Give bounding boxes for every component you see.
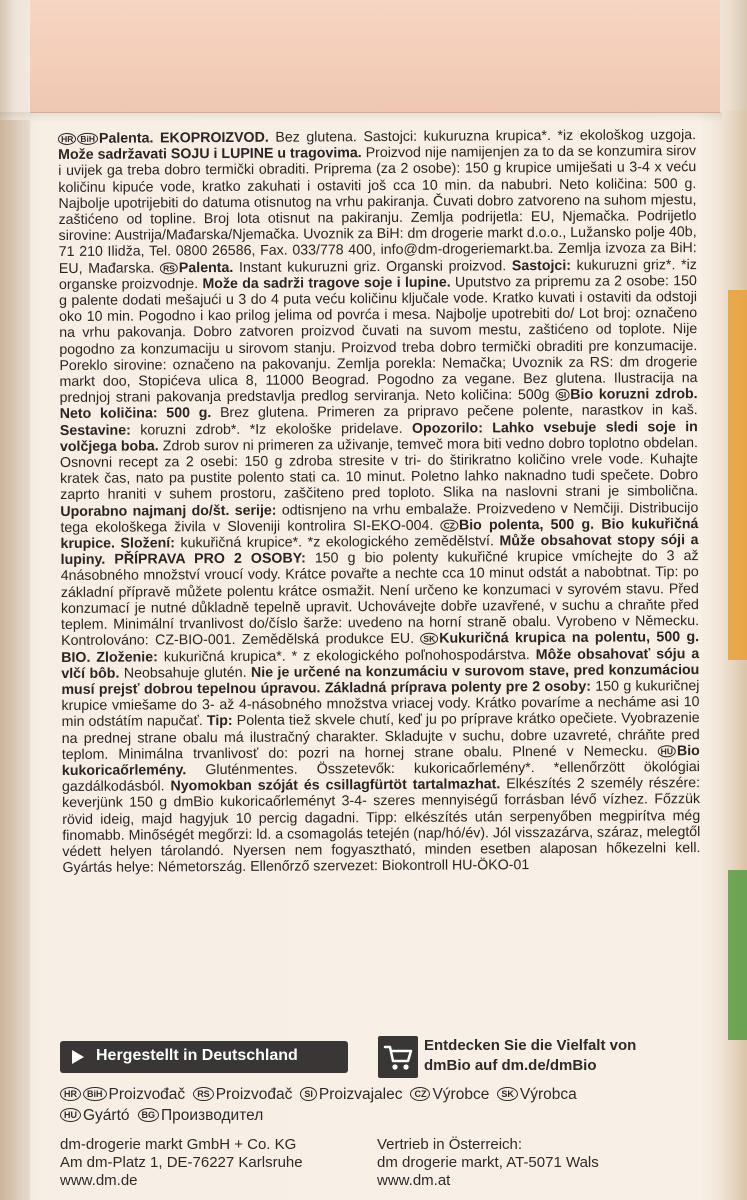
roles-row-1 (60, 1084, 680, 1105)
bold-text: Nie je určené na konzumáciu v surovom stave, pred konzumáciou musí prejsť dobrou tepelnou úpravou. Základná príprava polenty pre 2 osoby: (61, 661, 700, 698)
address-de-line-2: Am dm-Platz 1, DE-76227 Karlsruhe (60, 1154, 303, 1171)
country-code-badge: HR (58, 133, 76, 145)
address-at-line-2: dm drogerie markt, AT-5071 Wals (377, 1154, 599, 1171)
country-code-badge: HU (658, 745, 676, 757)
made-in-germany-banner (60, 1041, 348, 1073)
package-side-left (0, 120, 30, 1200)
bold-text: Palenta. EKOPROIZVOD. (98, 129, 269, 147)
body-text: 150 g kukuričnej krupice vmiešame do 3- až 4-násobného množstva vriacej vody. Krátko povaríme a necháme asi 10 min odstátím napučať. (61, 677, 700, 731)
country-code-badge: HR (60, 1087, 81, 1101)
country-code-badge: CZ (410, 1087, 430, 1101)
play-triangle-icon (72, 1050, 84, 1064)
bold-text: Bio kukoricaőrlemény. (61, 742, 700, 779)
country-code-badge: CZ (441, 519, 458, 531)
body-text: Neobsahuje glutén. (119, 664, 252, 682)
address-de-line-3: www.dm.de (60, 1172, 138, 1189)
bold-text: Palenta. (178, 259, 234, 276)
ingredients-text (58, 127, 701, 876)
roles-row-2 (60, 1105, 680, 1126)
body-text: kukuřičná krupice*. *z ekologického zemědělství. (174, 533, 500, 552)
side-green-print (728, 870, 747, 1040)
address-at-line-3: www.dm.at (377, 1172, 451, 1189)
bold-text: Može sadržavati SOJU i LUPINE u tragovima. (58, 145, 362, 164)
multilingual-paragraph (58, 127, 701, 876)
bold-text: Bio koruzni zdrob. Neto količina: 500 g. (59, 386, 698, 423)
country-code-badge: HU (60, 1108, 81, 1122)
role-label: Proizvajalec (318, 1086, 403, 1103)
bold-text: Uporabno najmanj do/št. serije: (60, 502, 277, 520)
country-code-badge: BG (138, 1108, 160, 1122)
bold-text: Sestavine: (59, 422, 131, 439)
role-label: Производител (161, 1107, 264, 1124)
address-at-line-1: Vertrieb in Österreich: (377, 1136, 523, 1153)
role-item (497, 1086, 576, 1103)
country-code-badge: RS (160, 262, 178, 274)
role-item (300, 1086, 402, 1103)
side-orange-print (728, 290, 747, 660)
role-label: Proizvođač (108, 1086, 186, 1103)
bold-text: Sastojci: (511, 257, 572, 274)
bold-text: Může obsahovat stopy sóji a lupiny. PŘÍPRAVA PRO 2 OSOBY: (60, 532, 699, 569)
body-text: koruzni zdrob*. *Iz ekološke pridelave. (130, 420, 413, 439)
bold-text: Nyomokban szóját és csillagfürtöt tartalmazhat. (170, 776, 501, 795)
address-germany (60, 1136, 360, 1190)
discover-line-2: dmBio auf dm.de/dmBio (424, 1057, 597, 1074)
role-label: Výrobce (432, 1086, 490, 1103)
bold-text: Opozorilo: Lahko vsebuje sledi soje in volčjega boba. (59, 418, 698, 455)
body-text: Brez glutena. Primeren za pripravo pečene polente, narastkov in kaš. (211, 402, 698, 422)
country-code-badge: BiH (83, 1087, 107, 1101)
body-text: Gluténmentes. Összetevők: kukoricaőrlemény*. *ellenőrzött ökológiai gazdálkodásból. (61, 759, 700, 796)
address-austria (377, 1136, 697, 1190)
bold-text: Kukuričná krupica na polentu, 500 g. BIO. Zloženie: (61, 629, 700, 666)
body-text: Bez glutena. Sastojci: kukuruzna krupica*. *iz ekološkog uzgoja. (268, 127, 697, 146)
country-code-badge: RS (193, 1087, 214, 1101)
bold-text: Bio polenta, 500 g. Bio kukuřičná krupice. Složení: (60, 515, 699, 553)
role-item (193, 1086, 292, 1103)
role-item (138, 1107, 264, 1124)
discover-line-1: Entdecken Sie die Vielfalt von (424, 1037, 637, 1054)
country-code-badge: SI (555, 389, 569, 401)
country-code-badge: SK (497, 1087, 518, 1101)
body-text: Polenta tiež skvele chutí, keď ju po príprave krátko opečiete. Vyobrazenie na prednej strane obalu má ilustračný charakter. Skladujte v suchu, dobre uzavreté, chráňte pred teplom. Minimálna trvanlivosť do: pozri na hornej strane obalu. Plnené v Nemecku. (61, 710, 700, 763)
role-item (60, 1086, 185, 1103)
manufacturer-roles (60, 1084, 680, 1126)
role-label: Proizvođač (215, 1086, 293, 1103)
role-label: Výrobca (519, 1086, 577, 1103)
country-code-badge: SK (420, 633, 438, 645)
body-text: Elkészítés 2 személy részére: keverjünk 150 g dmBio kukoricaőrleményt 3-4- szeres mennyiségű forrásban lévő vízhez. Főzzük rövid ideig, majd hagyjuk 10 percig dagadni. Tipp: elkészítés után serpenyőben megpirítva még finomabb. Minőségét megőrzi: ld. a csomagolás tetején (nap/hó/év). Jól visszazárva, száraz, melegtől védett helyen tárolandó. Nyersen nem fogyasztható, minden esetben alaposan hőkezelni kell. Gyártás helye: Németország. Ellenőrző szervezet: Biokontroll HU-ÖKO-01 (62, 775, 701, 877)
bold-text: Môže obsahovať sóju a vlčí bôb. (61, 645, 700, 682)
address-de-line-1: dm-drogerie markt GmbH + Co. KG (60, 1136, 297, 1153)
bold-text: Može da sadrži tragove soje i lupine. (202, 274, 451, 292)
package-fold-shadow (0, 112, 747, 122)
body-text: Instant kukuruzni griz. Organski proizvod. (233, 257, 512, 276)
role-label: Gyártó (83, 1107, 130, 1124)
package-side-right (722, 110, 747, 1200)
body-text: kukuričná krupica*. * z ekologického poľnohospodárstva. (157, 646, 536, 665)
role-item (60, 1107, 130, 1124)
bold-text: Tip: (206, 713, 233, 730)
body-text: Zdrob surov ni primeren za uživanje, temveč mora biti vedno dobro toplotno obdelan. Osnovni recept za 2 osebi: 150 g zdroba stresite v tri- do štirikratno količino vrele vode. Kuhajte kratek čas, nato pa pustite polento stati ca. 10 minut. Poletno lahko naknadno tudi spečete. Dobro zaprto hraniti v suhem prostoru, zaščiteno pred toploto. Slika na naslovni strani je simbolična. (59, 434, 699, 504)
body-text: Proizvod nije namijenjen za to da se konzumira sirov i uvijek ga treba dobro termički obraditi. Priprema (za 2 osobe): 150 g krupice umiješati u 3-4 x veću količinu kipuće vode, kratko zakuhati i ostaviti još cca 10 min. da nabubri. Neto količina: 500 g. Najbolje upotrijebiti do datuma otisnutog na vrhu pakiranja. Čuvati dobro zatvoreno na suhom mjestu, zaštićeno od topline. Broj lota otisnut na pakiranju. Zemlja podrijetla: EU, Njemačka. Podrijetlo sirovine: Austrija/Mađarska/Njemačka. Uvoznik za BiH: dm drogerie markt d.o.o., Lužansko polje 40b, 71 210 Ilidža, Tel. 0800 26586, Fax. 033/778 400, info@dm-drogeriemarkt.ba. Zemlja izvoza za BiH: EU, Mađarska. (58, 143, 697, 277)
body-text: Uputstvo za pripremu za 2 osobe: 150 g palente dodati mešajući u 3 do 4 puta veću količinu ključale vode. Kratko kuvati i ostaviti da odstoji oko 10 min. Pogodno i kao prilog jelima od povrća i mesa. Najbolje upotrebiti do/ Lot broj: označeno na vrhu pakovanja. Dobro zatvoren proizvod čuvati na suvom mestu, zaštićeno od toplote. Nije pogodno za konzumaciju u sirovom stanju. Proizvod treba dobro termički obraditi pre konzumacije. Poreklo sirovine: označeno na pakovanju. Zemlja porekla: Nemačka; Uvoznik za RS: dm drogerie markt doo, Stopićeva ulica 8, 11000 Beograd. Pogodno za vegane. Bez glutena. Ilustracija na prednjoj strani pakovanja predstavlja predlog serviranja. Neto količina: 500g (58, 272, 698, 407)
role-item (410, 1086, 489, 1103)
country-code-badge: SI (300, 1087, 317, 1101)
body-text: kukuruzni griz*. *iz organske proizvodnje. (58, 256, 697, 293)
discover-dmbio (424, 1036, 714, 1076)
shopping-cart-icon (378, 1036, 418, 1078)
body-text: 150 g bio polenty kukuřičné krupice vmíchejte do 3 až 4násobného množství vroucí vody. Krátce povařte a nechte cca 10 minut odstát a nabobtnat. Tip: po základní přípravě můžete polentu krátce osmažit. Není určeno ke konzumaci v syrovém stavu. Před konzumací je nutné důkladně tepelně upravit. Uchovávejte dobře uzavřené, v suchu a chraňte před teplem. Minimální trvanlivost do/číslo šarže: uvedeno na horní straně obalu. Vyrobeno v Německu. Kontrolováno: CZ-BIO-001. Zemědělská produkce EU. (60, 548, 700, 650)
country-code-badge: BiH (77, 133, 98, 145)
body-text: odtisnjeno na vrhu embalaže. Proizvedeno v Nemčiji. Distribucijo tega ekološkega živila v Sloveniji kontrolira SI-EKO-004. (60, 499, 699, 536)
made-in-label: Hergestellt in Deutschland (96, 1047, 298, 1064)
package-seal (30, 0, 720, 113)
